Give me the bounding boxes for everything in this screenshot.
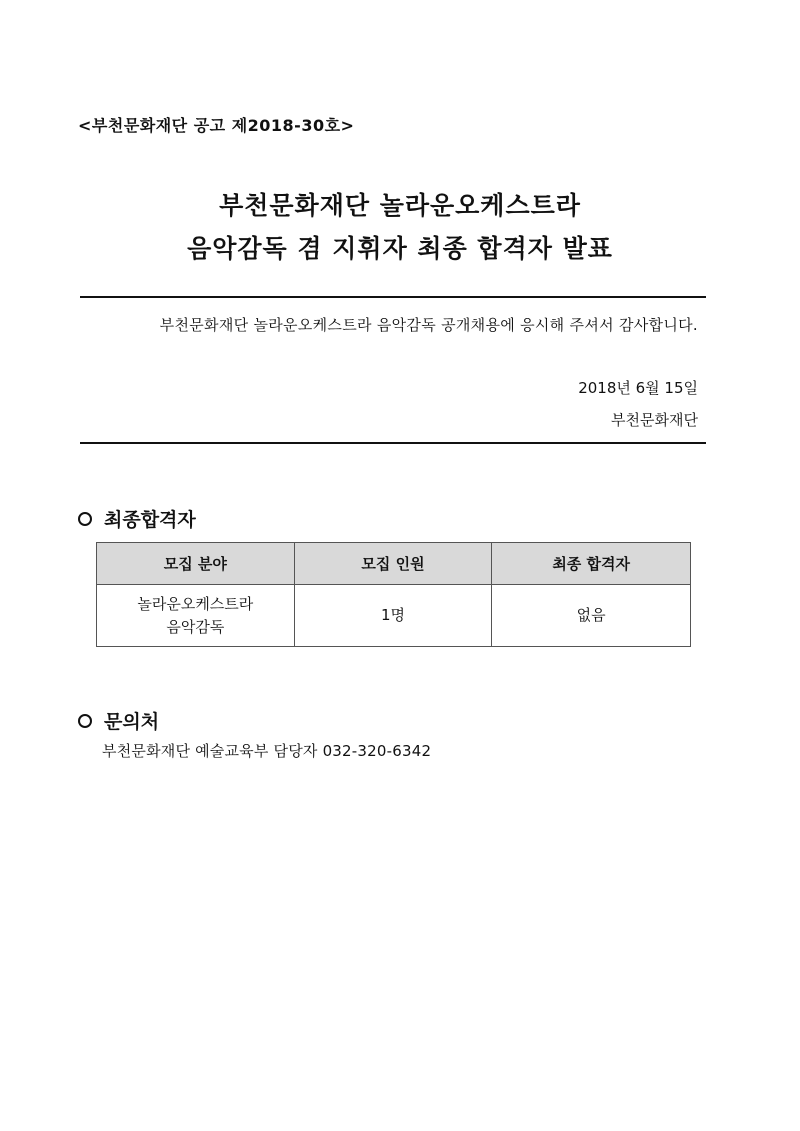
notice-number: <부천문화재단 공고 제2018-30호> xyxy=(78,116,355,135)
organization-name: 부천문화재단 xyxy=(611,411,698,429)
header-passer: 최종 합격자 xyxy=(492,543,691,585)
section-final-passers xyxy=(78,505,196,532)
section-heading: 최종합격자 xyxy=(104,509,196,531)
bottom-divider xyxy=(80,442,706,444)
contact-info: 부천문화재단 예술교육부 담당자 032-320-6342 xyxy=(102,742,432,760)
section-heading: 문의처 xyxy=(104,711,160,733)
title-line-2: 음악감독 겸 지휘자 최종 합격자 발표 xyxy=(187,234,613,263)
cell-count: 1명 xyxy=(294,585,492,647)
cell-field-line-1: 놀라운오케스트라 xyxy=(137,594,254,613)
announcement-date: 2018년 6월 15일 xyxy=(578,379,698,397)
cell-field xyxy=(97,585,295,647)
header-field: 모집 분야 xyxy=(97,543,295,585)
table-header-row xyxy=(97,543,691,585)
section-contact xyxy=(78,707,159,734)
cell-field-line-2: 음악감독 xyxy=(166,617,225,636)
cell-passer: 없음 xyxy=(492,585,691,647)
header-count: 모집 인원 xyxy=(294,543,492,585)
thanks-message: 부천문화재단 놀라운오케스트라 음악감독 공개채용에 응시해 주셔서 감사합니다. xyxy=(159,316,698,334)
result-table xyxy=(96,542,691,647)
top-divider xyxy=(80,296,706,298)
table-row xyxy=(97,585,691,647)
circle-bullet-icon xyxy=(78,512,92,526)
title-line-1: 부천문화재단 놀라운오케스트라 xyxy=(219,191,581,220)
circle-bullet-icon xyxy=(78,714,92,728)
